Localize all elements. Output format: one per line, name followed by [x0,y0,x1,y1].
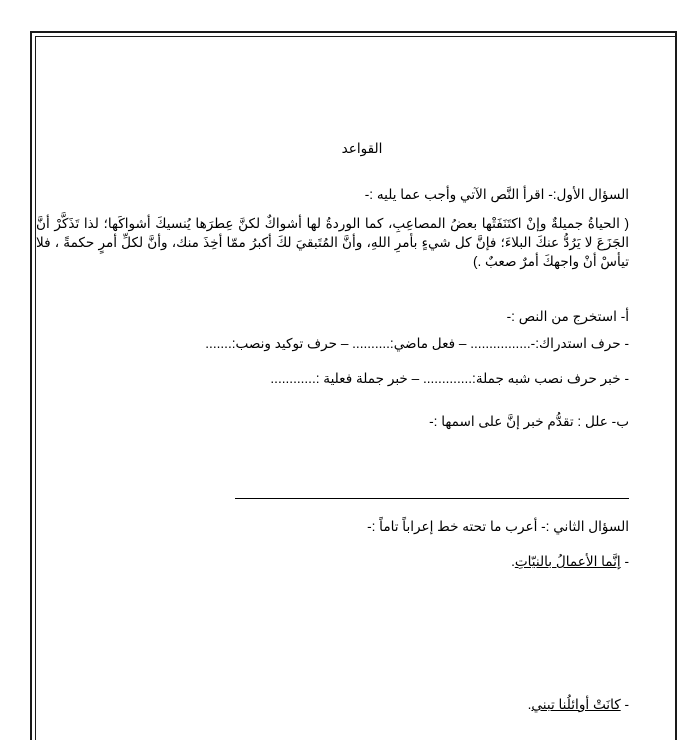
reading-passage: ( الحياةُ جميلةٌ وإنْ اكتَنَفَتْها بعضُ المصاعِبِ، كما الوردةُ لها أشواكٌ لكنَّ عِطرَها يُنسيكَ أشواكَها؛ لذا تَذَكَّرْ أنَّ الجَزَعَ لا يَرُدُّ عنكَ البلاءَ؛ فإنَّ كل شيءٍ بأمرِ اللهِ، وأنَّ المُتَبقيَ لكَ أكبرُ ممّا أخِذَ منك، وأنَّ لكلِّ أمرٍ حكمةً ، فلا تيأسْ أنْ واجهكَ أمرٌ صعبٌ .) [36,216,629,269]
q2-item-1-suffix: . [511,554,515,569]
part-a-heading: أ- استخرج من النص :- [506,309,629,324]
q2-item-2-prefix: - [620,697,629,712]
q2-item-1 [511,553,629,571]
question-1-heading: السؤال الأول:- اقرأ النَّص الآتي وأجب عما يليه :- [364,187,629,202]
question-2-heading: السؤال الثاني :- أعرب ما تحته خط إعراباً تاماً :- [367,519,629,534]
q2-item-1-prefix: - [620,554,629,569]
answer-line [235,498,629,499]
part-b-question: ب- علل : تقدُّم خبر إنَّ على اسمها :- [429,414,629,429]
part-a-line-1: - حرف استدراك:-................ – فعل ماضي:.......... – حرف توكيد ونصب:....... [205,336,629,351]
page-title: القواعد [341,141,383,156]
q2-item-1-underlined: إنَّما الأعمالُ بالنيّاتِ [514,554,621,569]
q2-item-2-suffix: . [527,697,532,712]
part-a-line-2: - خبر حرف نصب شبه جملة:............. – خبر جملة فعلية :............ [270,371,629,386]
q2-item-2-underlined: كانَتْ أوائلُنا تبني [531,697,621,712]
q2-item-2 [528,696,629,714]
